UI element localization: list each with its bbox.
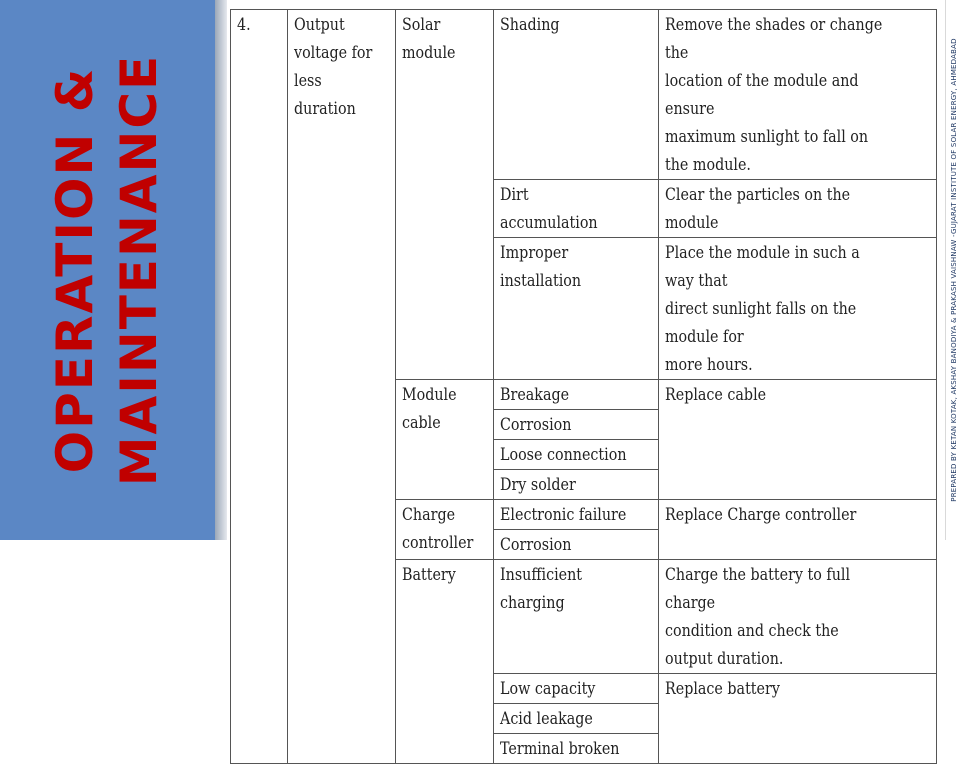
sidebar-shadow [215, 0, 227, 540]
cause-loose-connection: Loose connection [493, 440, 658, 470]
remedy-shading: Remove the shades or change the location of the module and ensure maximum sunlight to fall on the module. [658, 10, 936, 180]
group-battery: Battery [396, 560, 494, 764]
troubleshooting-table [230, 9, 937, 764]
remedy-cable: Replace cable [658, 380, 936, 500]
table-row [231, 10, 937, 180]
cause-low-capacity: Low capacity [493, 674, 658, 704]
credit-text: PREPARED BY KETAN KOTAK, AKSHAY BANODIYA & PRAKASH VAISHNAW -GUJARAT INSTITUTE OF SOLAR ENERGY, AHMEDABAD [950, 38, 958, 502]
title-line-1: OPERATION & [46, 66, 104, 474]
remedy-battery: Replace battery [658, 674, 936, 764]
row-number: 4. [231, 10, 288, 764]
cause-breakage: Breakage [493, 380, 658, 410]
cause-install: Improper installation [493, 238, 658, 380]
cause-dry-solder: Dry solder [493, 470, 658, 500]
remedy-controller: Replace Charge controller [658, 500, 936, 560]
cause-dirt: Dirt accumulation [493, 180, 658, 238]
sidebar-panel [0, 0, 215, 540]
group-module-cable: Module cable [396, 380, 494, 500]
group-charge-controller: Charge controller [396, 500, 494, 560]
remedy-insufficient-charging: Charge the battery to full charge condition and check the output duration. [658, 560, 936, 674]
cause-shading: Shading [493, 10, 658, 180]
problem-cell: Output voltage for less duration [288, 10, 396, 764]
cause-terminal-broken: Terminal broken [493, 734, 658, 764]
group-solar-module: Solar module [396, 10, 494, 380]
title-line-2: MAINTENANCE [110, 53, 168, 487]
cause-corrosion-cable: Corrosion [493, 410, 658, 440]
slide-title [22, 0, 192, 540]
cause-corrosion-controller: Corrosion [493, 530, 658, 560]
cause-electronic-failure: Electronic failure [493, 500, 658, 530]
remedy-dirt: Clear the particles on the module [658, 180, 936, 238]
cause-acid-leakage: Acid leakage [493, 704, 658, 734]
remedy-install: Place the module in such a way that direct sunlight falls on the module for more hours. [658, 238, 936, 380]
cause-insufficient-charging: Insufficient charging [493, 560, 658, 674]
right-divider [945, 0, 946, 540]
